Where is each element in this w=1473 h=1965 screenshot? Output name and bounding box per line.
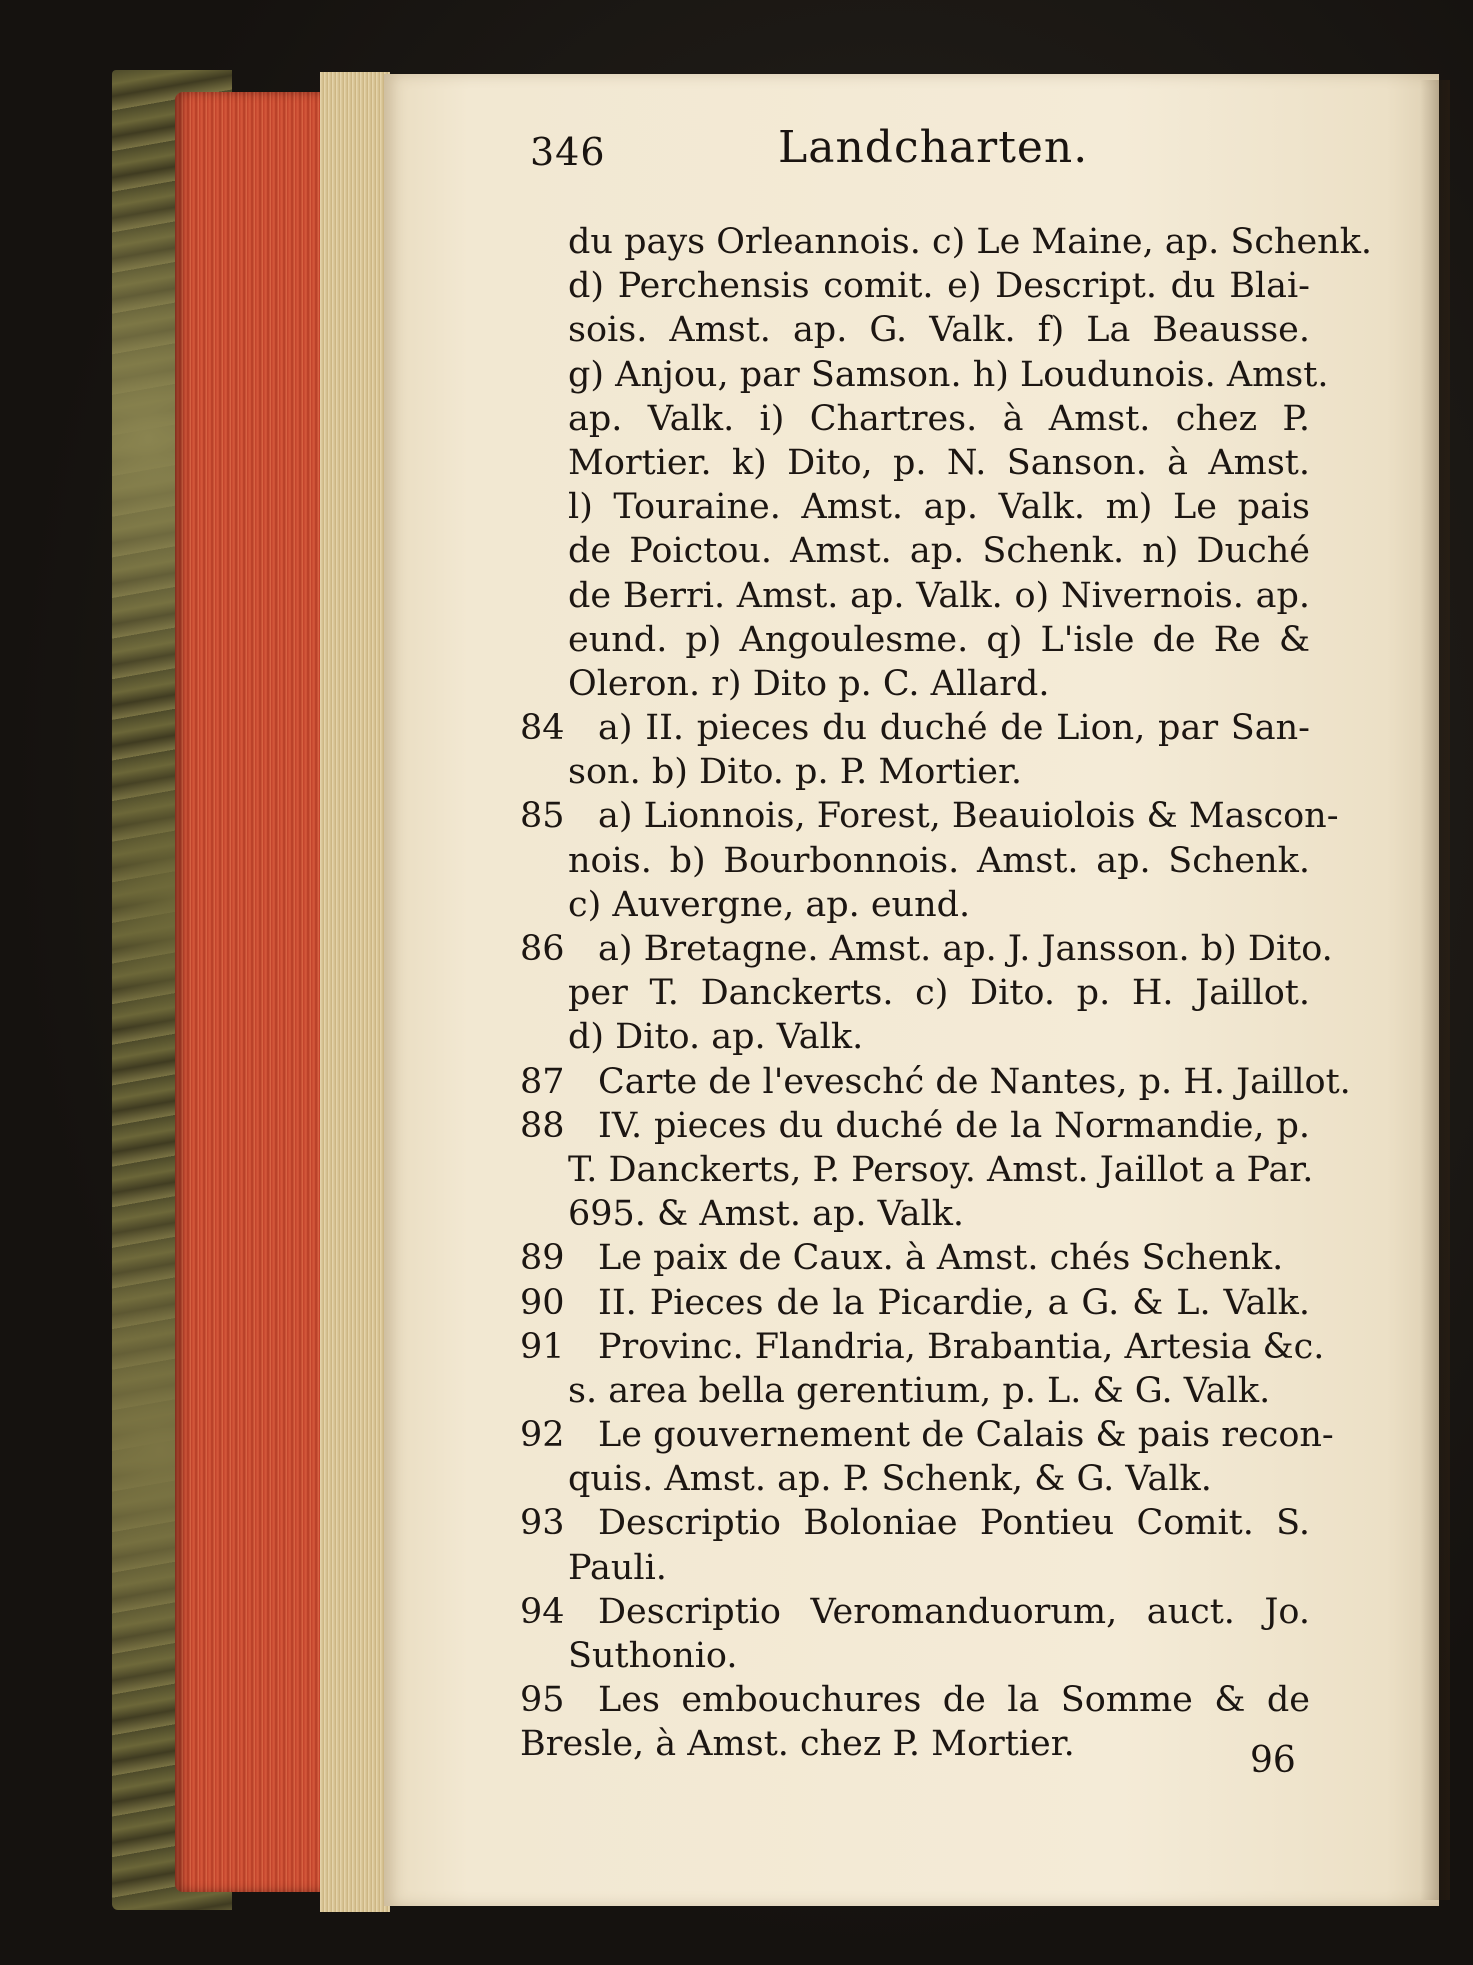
text-line xyxy=(520,397,1310,441)
entry-number: 92 xyxy=(520,1415,565,1456)
line-text: eund. p) Angoulesme. q) L'isle de Re & xyxy=(568,619,1310,660)
line-text: Le gouvernement de Calais & pais recon- xyxy=(598,1415,1334,1456)
line-text: IV. pieces du duché de la Normandie, p. xyxy=(598,1105,1310,1146)
line-text: Provinc. Flandria, Brabantia, Artesia &c. xyxy=(598,1326,1325,1367)
text-line xyxy=(520,1457,1310,1501)
line-text: de Poictou. Amst. ap. Schenk. n) Duché xyxy=(568,531,1310,572)
entry-number: 87 xyxy=(520,1061,565,1102)
text-line xyxy=(520,1148,1314,1192)
text-line xyxy=(520,927,1333,971)
line-text: d) Perchensis comit. e) Descript. du Blai- xyxy=(568,266,1310,307)
line-text: Descriptio Boloniae Pontieu Comit. S. xyxy=(598,1503,1310,1544)
line-text: de Berri. Amst. ap. Valk. o) Nivernois. ap. xyxy=(568,575,1310,616)
text-line xyxy=(520,441,1310,485)
text-line xyxy=(520,353,1329,397)
entry-number: 86 xyxy=(520,929,565,969)
text-line xyxy=(520,1281,1310,1325)
text-line xyxy=(520,1015,1310,1059)
page-number: 346 xyxy=(530,130,606,174)
text-line xyxy=(520,220,1373,264)
text-line xyxy=(520,1369,1310,1413)
text-line xyxy=(520,1060,1351,1104)
gutter-shadow xyxy=(1420,80,1450,1900)
entry-number: 90 xyxy=(520,1282,565,1323)
line-text: Le paix de Caux. à Amst. chés Schenk. xyxy=(598,1238,1284,1279)
line-text: Suthonio. xyxy=(568,1636,738,1676)
text-line xyxy=(520,1546,1310,1590)
line-text: g) Anjou, par Samson. h) Loudunois. Amst. xyxy=(568,354,1329,395)
text-line xyxy=(520,1325,1325,1369)
line-text: nois. b) Bourbonnois. Amst. ap. Schenk. xyxy=(568,840,1310,881)
text-line xyxy=(520,1413,1334,1457)
entry-number: 88 xyxy=(520,1105,565,1146)
line-text: s. area bella gerentium, p. L. & G. Valk. xyxy=(568,1370,1271,1411)
line-text: II. Pieces de la Picardie, a G. & L. Valk. xyxy=(598,1282,1310,1323)
line-text: per T. Danckerts. c) Dito. p. H. Jaillot. xyxy=(568,973,1310,1014)
entry-number: 93 xyxy=(520,1503,565,1544)
line-text: c) Auvergne, ap. eund. xyxy=(568,884,971,925)
entry-number: 89 xyxy=(520,1238,565,1279)
line-text: Pauli. xyxy=(568,1547,667,1588)
line-text: quis. Amst. ap. P. Schenk, & G. Valk. xyxy=(568,1459,1212,1500)
text-line xyxy=(520,1722,1310,1766)
text-line xyxy=(520,1678,1310,1722)
line-text: Descriptio Veromanduorum, auct. Jo. xyxy=(598,1591,1310,1632)
text-line xyxy=(520,529,1310,573)
entry-number: 94 xyxy=(520,1591,565,1632)
text-line xyxy=(520,574,1310,618)
text-line xyxy=(520,1634,1310,1678)
catchword-signature: 96 xyxy=(1250,1740,1296,1781)
entry-number: 91 xyxy=(520,1326,565,1367)
line-text: T. Danckerts, P. Persoy. Amst. Jaillot a Par. xyxy=(568,1149,1314,1190)
text-line xyxy=(520,618,1310,662)
text-line xyxy=(520,264,1310,308)
line-text: d) Dito. ap. Valk. xyxy=(568,1017,864,1058)
text-line xyxy=(520,706,1310,750)
page-text-block xyxy=(520,220,1373,1767)
text-line xyxy=(520,1501,1310,1545)
text-line xyxy=(520,1590,1310,1634)
line-text: Bresle, à Amst. chez P. Mortier. xyxy=(520,1724,1075,1765)
line-text: son. b) Dito. p. P. Mortier. xyxy=(568,752,1023,793)
line-text: a) II. pieces du duché de Lion, par San- xyxy=(598,708,1310,749)
text-line xyxy=(520,839,1310,883)
line-text: Oleron. r) Dito p. C. Allard. xyxy=(568,663,1050,704)
text-line xyxy=(520,883,1310,927)
text-line xyxy=(520,1192,1310,1236)
line-text: a) Lionnois, Forest, Beauiolois & Mascon- xyxy=(598,796,1339,837)
entry-number: 84 xyxy=(520,708,565,749)
text-line xyxy=(520,971,1310,1015)
line-text: sois. Amst. ap. G. Valk. f) La Beausse. xyxy=(568,310,1310,351)
text-line xyxy=(520,794,1339,838)
entry-number: 85 xyxy=(520,796,565,837)
running-head: Landcharten. xyxy=(778,122,1089,173)
line-text: Les embouchures de la Somme & de xyxy=(598,1680,1310,1721)
line-text: Mortier. k) Dito, p. N. Sanson. à Amst. xyxy=(568,442,1310,483)
page-block-edge xyxy=(320,72,390,1912)
text-line xyxy=(520,662,1310,706)
line-text: ap. Valk. i) Chartres. à Amst. chez P. xyxy=(568,398,1310,439)
text-line xyxy=(520,485,1310,529)
text-line xyxy=(520,750,1310,794)
line-text: l) Touraine. Amst. ap. Valk. m) Le pais xyxy=(568,487,1310,528)
entry-number: 95 xyxy=(520,1680,565,1721)
line-text: a) Bretagne. Amst. ap. J. Jansson. b) Dito. xyxy=(598,929,1333,969)
line-text: Carte de l'eveschć de Nantes, p. H. Jaillot. xyxy=(598,1061,1351,1102)
text-line xyxy=(520,308,1310,352)
line-text: 695. & Amst. ap. Valk. xyxy=(568,1194,965,1235)
line-text: du pays Orleannois. c) Le Maine, ap. Schenk. xyxy=(568,222,1373,262)
text-line xyxy=(520,1236,1310,1280)
text-line xyxy=(520,1104,1310,1148)
